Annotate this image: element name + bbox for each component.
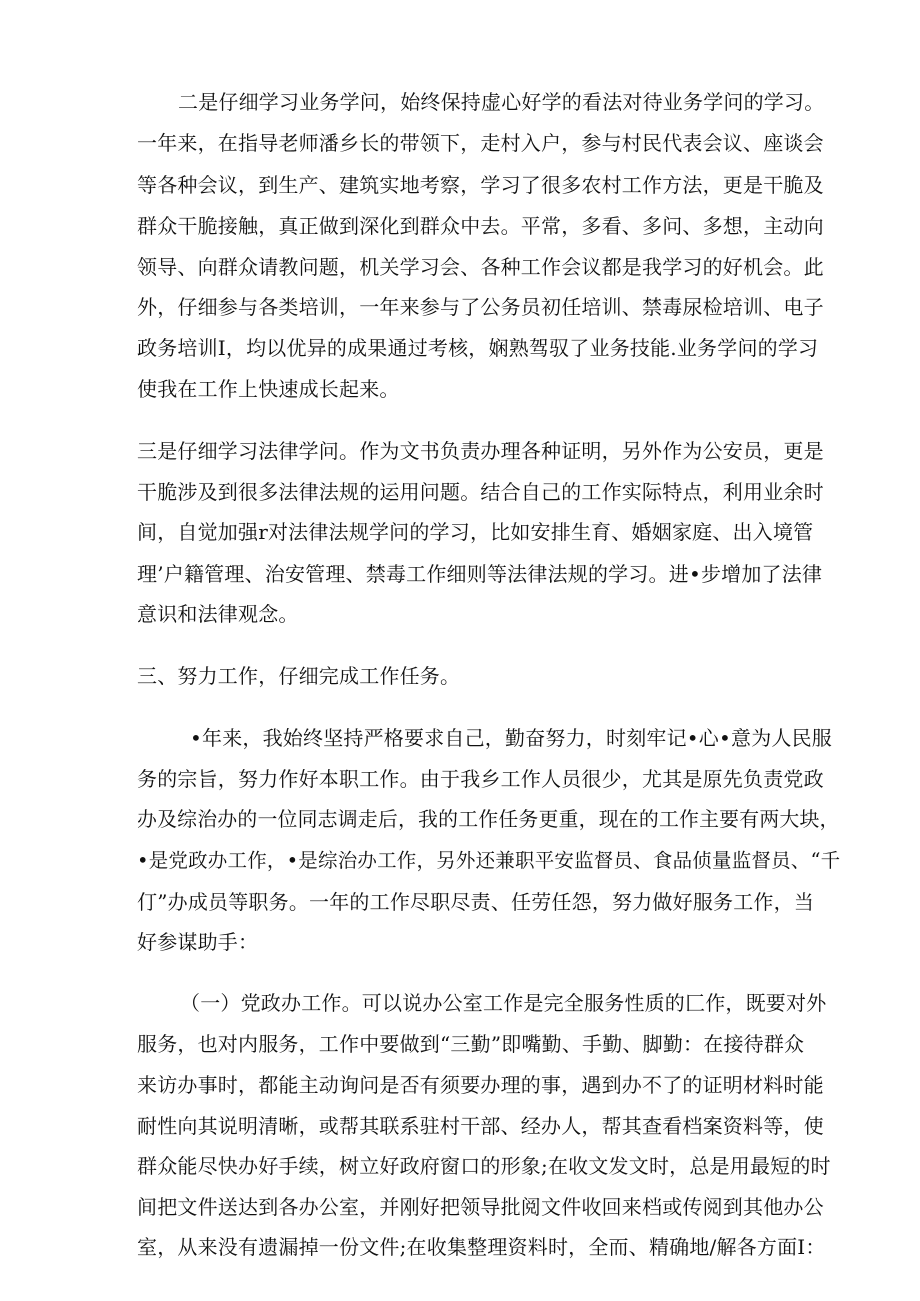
text-line: 服务，也对内服务，工作中要做到“三勤”即嘴勤、手勤、脚勤：在接待群众 bbox=[137, 1031, 805, 1056]
text-line: 三是仔细学习法律学问。作为文书负责办理各种证明，另外作为公安员，更是 bbox=[137, 439, 824, 464]
text-line: •年来，我始终坚持严格要求自己，勤奋努力，时刻牢记•心•意为人民服 bbox=[190, 726, 832, 751]
text-line: 务的宗旨，努力作好本职工作。由于我乡工作人员很少，尤其是原先负责党政 bbox=[137, 766, 824, 791]
text-line: 二是仔细学习业务学问，始终保持虚心好学的看法对待业务学问的学习。 bbox=[178, 90, 825, 114]
text-line: 理’户籍管理、治安管理、禁毒工作细则等法律法规的学习。进•步增加了法律 bbox=[137, 561, 823, 586]
text-line: 来访办事时，都能主动询问是否有须要办理的事，遇到办不了的证明材料时能 bbox=[137, 1073, 824, 1098]
text-line: （一）党政办工作。可以说办公室工作是完全服务性质的匚作，既要对外 bbox=[180, 991, 827, 1016]
text-line: 群众干脆接触，真正做到深化到群众中去。平常，多看、多问、多想，主动向 bbox=[137, 214, 824, 239]
text-line: 领导、向群众请教问题，机关学习会、各种工作会议都是我学习的好机会。此 bbox=[137, 254, 824, 279]
text-line: 间，自觉加强r对法律法规学问的学习，比如安排生育、婚姻家庭、出入境管 bbox=[137, 520, 814, 545]
text-line: 好参谋助手： bbox=[137, 930, 259, 955]
text-line: 办及综治办的一位同志调走后，我的工作任务更重，现在的工作主要有两大块， bbox=[137, 808, 840, 832]
text-line: 室，从来没有遗漏掉一份文件;在收集整理资料时，全而、精确地/解各方面I： bbox=[137, 1235, 826, 1259]
text-line: 仃”办成员等职务。一年的工作尽职尽责、任劳任怨，努力做好服务工作，当 bbox=[137, 890, 815, 914]
section-heading: 三、努力工作，仔细完成工作任务。 bbox=[137, 663, 461, 688]
text-line: 群众能尽快办好手续，树立好政府窗口的形象;在收文发文时，总是用最短的时 bbox=[137, 1154, 831, 1179]
text-line: 意识和法律观念。 bbox=[137, 602, 299, 627]
text-line: 一年来，在指导老师潘乡长的带领下，走村入户，参与村民代表会议、座谈会 bbox=[137, 131, 824, 156]
text-line: 耐性向其说明清晰，或帮其联系驻村干部、经办人，帮其查看档案资料等，使 bbox=[137, 1113, 824, 1138]
text-line: •是党政办工作，•是综治办工作，另外还兼职平安监督员、食品侦量监督员、“千 bbox=[137, 848, 841, 872]
text-line: 外，仔细参与各类培训，一年来参与了公务员初任培训、禁毒尿检培训、电子 bbox=[137, 295, 824, 320]
text-line: 等各种会议，到生产、建筑实地考察，学习了很多农村工作方法，更是干脆及 bbox=[137, 172, 824, 197]
text-line: 干脆涉及到很多法律法规的运用问题。结合自己的工作实际特点，利用业余时 bbox=[137, 479, 824, 504]
text-line: 政务培训I，均以优异的成果通过考核，娴熟驾驭了业务技能.业务学问的学习 bbox=[137, 336, 819, 361]
text-line: 使我在工作上快速成长起来。 bbox=[137, 376, 400, 401]
text-line: 间把文件送达到各办公室，并刚好把领导批阅文件收回来档或传阅到其他办公 bbox=[137, 1194, 824, 1219]
